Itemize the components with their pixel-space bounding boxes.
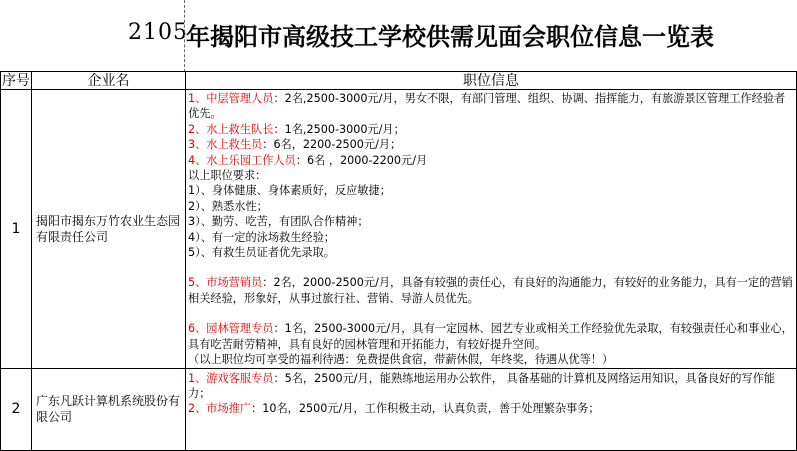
header-index: 序号 xyxy=(2,72,30,89)
job-line: 4、水上乐园工作人员：6名 ，2000-2200元/月 xyxy=(188,153,428,167)
welfare-note: （以上职位均可享受的福利待遇：免费提供食宿，带薪休假，年终奖，待遇从优等！） xyxy=(188,353,614,367)
job-line: 1、中层管理人员：2名,2500-3000元/月，男女不限，有部门管理、组织、协调、指挥能力，有旅游景区管理工作经验者优先。 xyxy=(188,92,786,121)
job-line: 1、游戏客服专员：5名，2500元/月，能熟练地运用办公软件， 具备基础的计算机及网络运用知识，具备良好的写作能力； xyxy=(188,371,776,400)
job-line: 5、市场营销员：2名，2000-2500元/月，具备有较强的责任心，有良好的沟通能力，有较好的业务能力，具有一定的营销相关经验，形象好，从事过旅行社、营销、导游人员优先。 xyxy=(188,276,793,305)
header-company: 企业名 xyxy=(32,72,186,90)
company-name: 广东凡跃计算机系统股份有限公司 xyxy=(32,368,186,450)
job-line: 2）、熟悉水性； xyxy=(188,199,268,213)
job-info xyxy=(186,368,797,450)
page-title xyxy=(0,0,797,70)
job-line: 4）、有一定的泳场救生经验； xyxy=(188,230,335,244)
title-text: 年揭阳市高级技工学校供需见面会职位信息一览表 xyxy=(186,22,714,51)
job-line: 6、园林管理专员：1名，2500-3000元/月，具有一定园林、园艺专业或相关工作经验优先录取，有较强责任心和事业心，具有吃苦耐劳精神，具有良好的园林管理和开拓能力，有较好提升空间。 xyxy=(188,322,793,351)
job-table xyxy=(0,71,797,451)
job-line: 2、市场推广：10名，2500元/月，工作积极主动，认真负责，善于处理繁杂事务； xyxy=(188,402,600,416)
job-line: 3、水上救生员：6名，2200-2500元/月； xyxy=(188,138,402,152)
table-header-row xyxy=(1,72,797,90)
header-jobs: 职位信息 xyxy=(186,72,797,90)
company-name: 揭阳市揭东万竹农业生态园有限责任公司 xyxy=(32,90,186,369)
job-line: 1）、身体健康、身体素质好，反应敏捷； xyxy=(188,184,391,198)
row-index: 2 xyxy=(1,368,32,450)
job-info xyxy=(186,90,797,369)
spacer xyxy=(188,260,794,275)
table-row xyxy=(1,368,797,450)
table-row xyxy=(1,90,797,369)
job-line: 5）、有救生员证者优先录取。 xyxy=(188,246,335,260)
row-index: 1 xyxy=(1,90,32,369)
column-divider-dashed xyxy=(184,0,185,72)
job-line: 3）、勤劳、吃苦，有团队合作精神； xyxy=(188,215,369,229)
spacer xyxy=(188,306,794,321)
title-year: 2105 xyxy=(128,20,188,45)
job-line: 2、水上救生队长：1名,2500-3000元/月； xyxy=(188,122,405,136)
job-line: 以上职位要求： xyxy=(188,169,267,183)
